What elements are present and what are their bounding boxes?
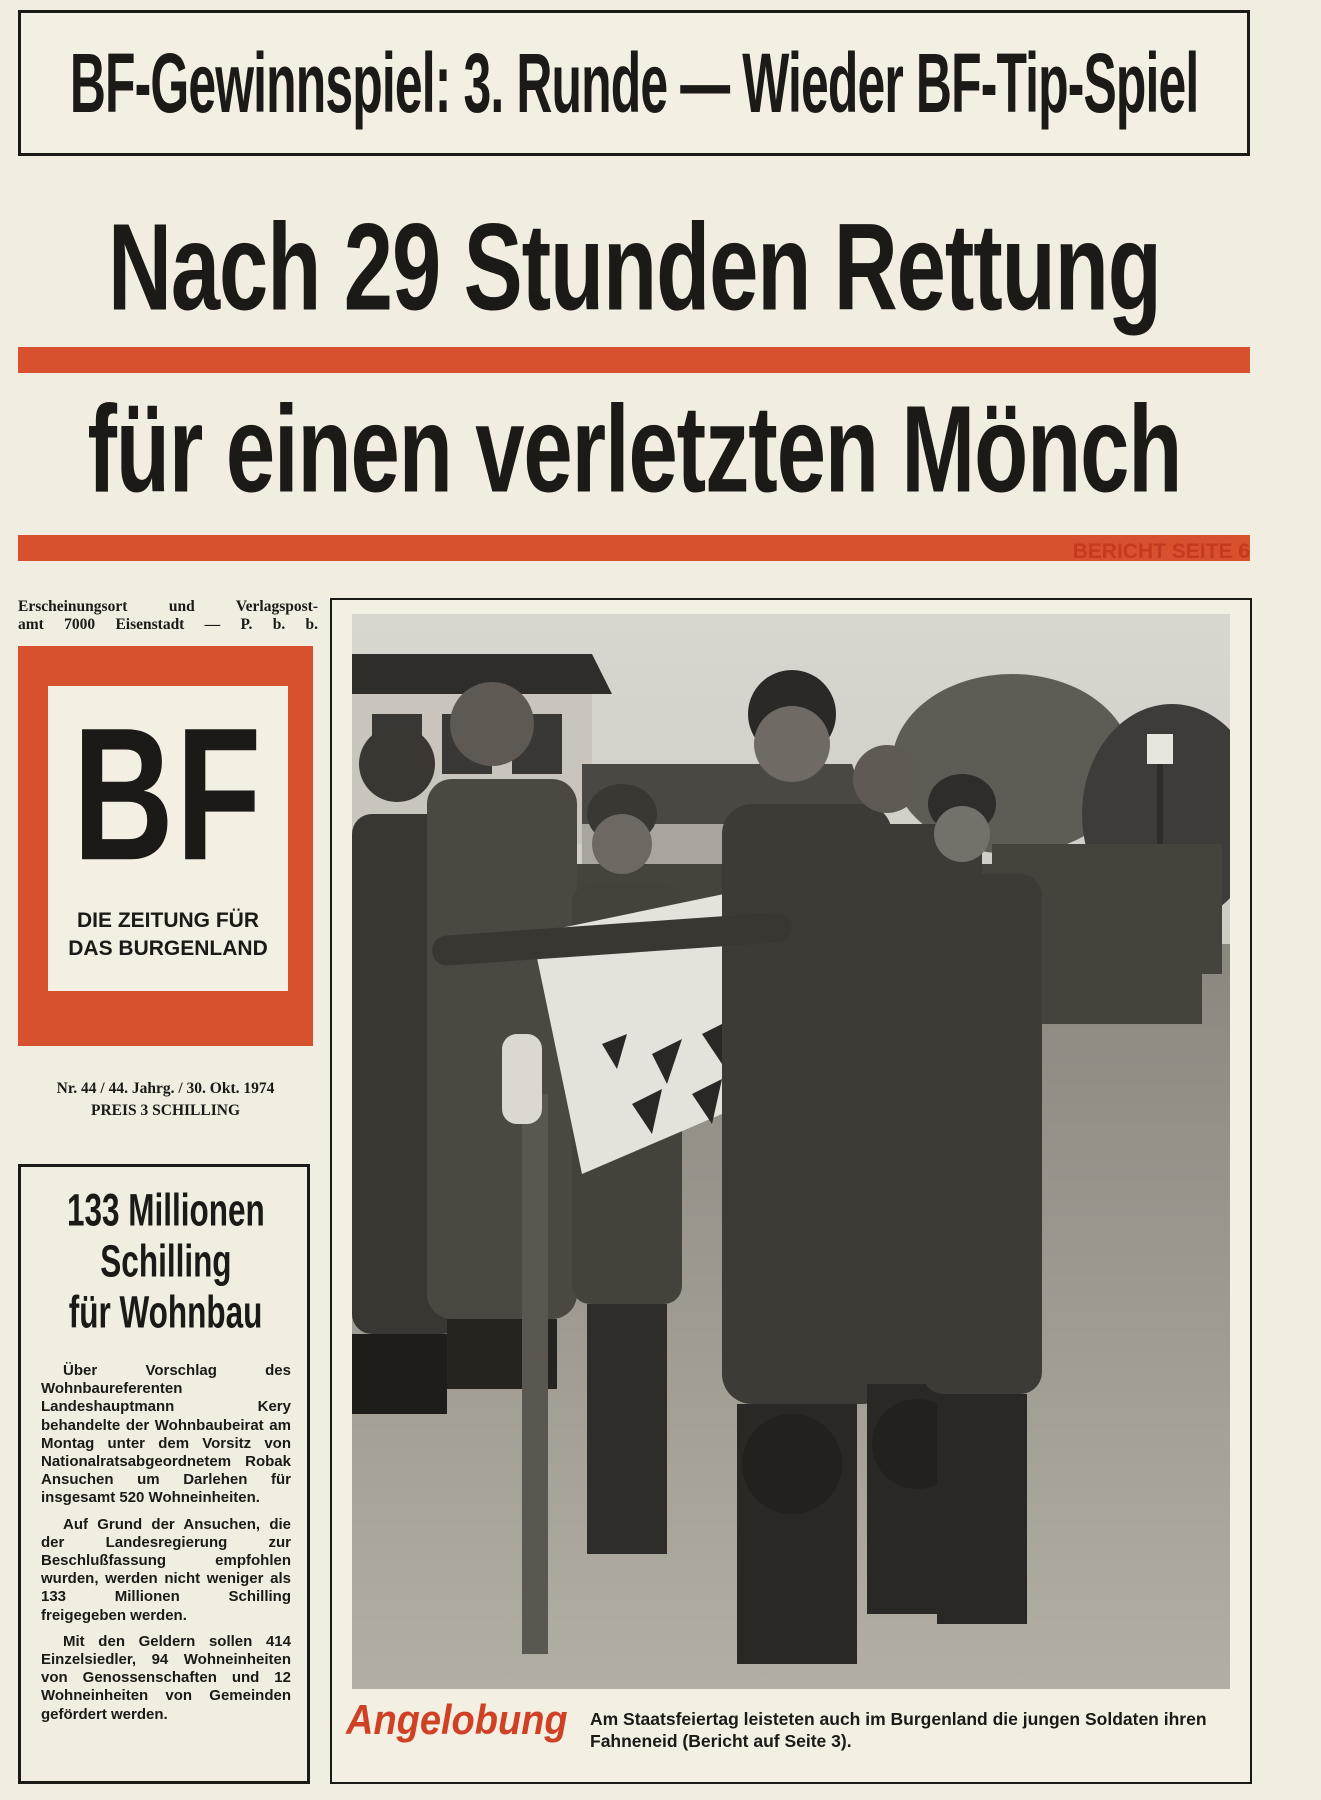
logo-text: BF [72, 687, 264, 900]
photo-illustration [352, 614, 1230, 1689]
tagline-line2: DAS BURGENLAND [68, 937, 268, 960]
price: PREIS 3 SCHILLING [90, 1102, 240, 1119]
main-headline-line2: für einen verletzten Mönch [87, 382, 1181, 519]
photo-caption-title: Angelobung [346, 1697, 568, 1745]
article-paragraph: Auf Grund der Ansuchen, die der Landesregierung zur Beschlußfassung empfohlen wurden, werden nicht weniger als 133 Millionen Schilling freigegeben werden. [41, 1515, 291, 1624]
publication-place: Erscheinungsort und Verlagspost- amt 7000 Eisenstadt — P. b. b. [18, 598, 318, 633]
side-article-headline: 133 Millionen Schilling für Wohnbau [67, 1185, 265, 1338]
headline-red-bar [18, 535, 1250, 561]
article-paragraph: Über Vorschlag des Wohnbaureferenten Landeshauptmann Kery behandelte der Wohnbaubeirat am Montag unter dem Vorsitz von Nationalratsabgeordnetem Robak Ansuchen um Darlehen für insgesamt 520 Wohneinheiten. [41, 1362, 291, 1507]
masthead-logo [18, 646, 313, 1046]
soldiers-oath-photo [352, 614, 1230, 1689]
side-article[interactable] [18, 1164, 310, 1784]
issue-number: Nr. 44 / 44. Jahrg. / 30. Okt. 1974 [56, 1080, 275, 1097]
photo-panel [330, 598, 1252, 1784]
issue-info [18, 1078, 313, 1122]
article-paragraph: Mit den Geldern sollen 414 Einzelsiedler, 94 Wohneinheiten von Genossenschaften und 12 Wohneinheiten von Gemeinden gefördert werden. [41, 1632, 291, 1723]
tagline-line1: DIE ZEITUNG FÜR [77, 909, 259, 932]
report-page-reference[interactable]: BERICHT SEITE 6 [1072, 540, 1250, 563]
main-headline-line1: Nach 29 Stunden Rettung [107, 200, 1161, 337]
headline-red-bar [18, 347, 1250, 373]
promo-banner[interactable] [18, 10, 1250, 156]
promo-text: BF-Gewinnspiel: 3. Runde — Wieder BF-Tip-Spiel [69, 35, 1199, 131]
photo-caption-text: Am Staatsfeiertag leisteten auch im Burgenland die jungen Soldaten ihren Fahneneid (Bericht auf Seite 3). [590, 1709, 1207, 1751]
side-article-body [41, 1362, 291, 1724]
